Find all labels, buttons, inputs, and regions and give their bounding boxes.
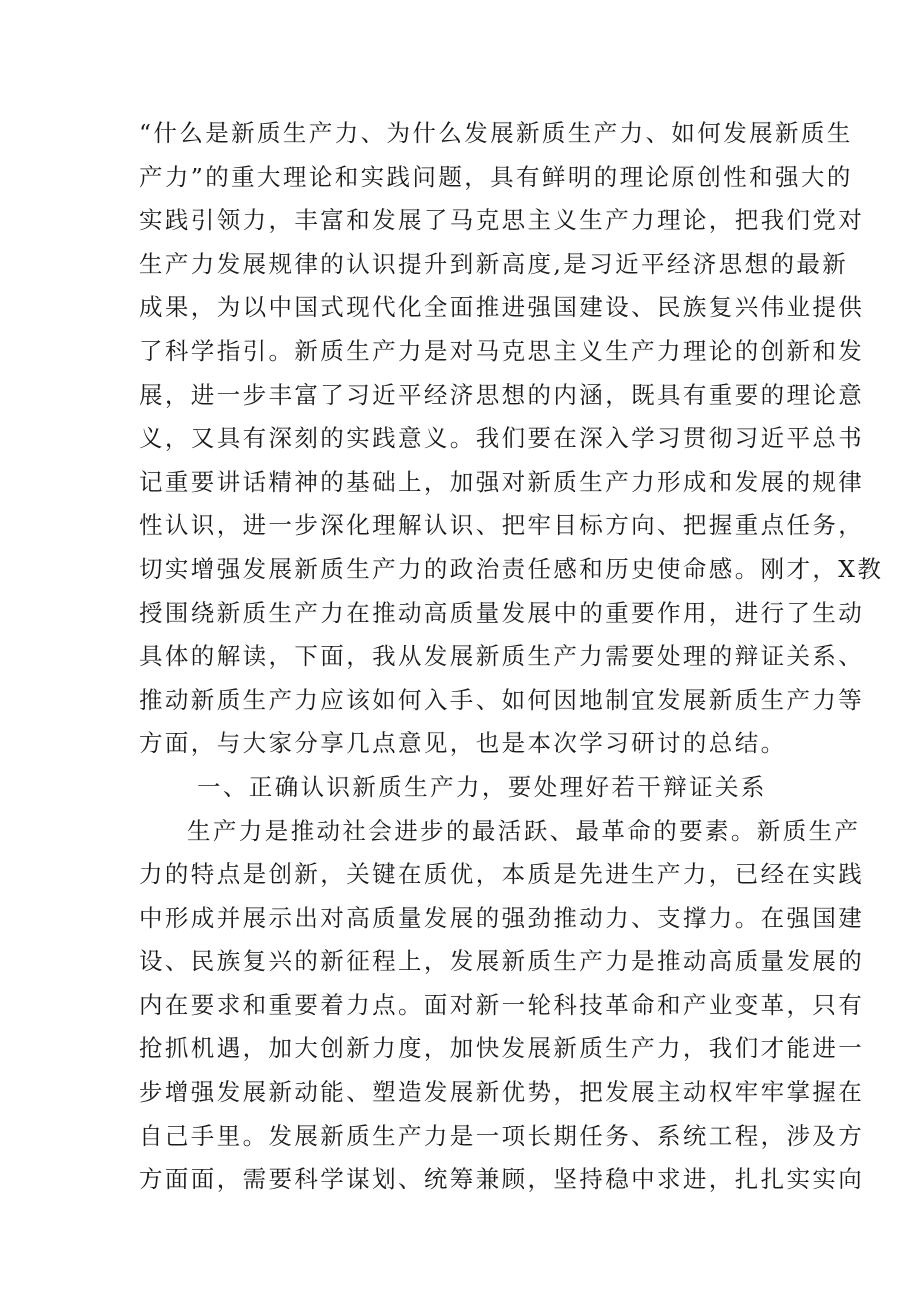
text-line: 抢抓机遇，加大创新力度，加快发展新质生产力，我们才能进一 [139, 1034, 865, 1063]
text-line: 产力”的重大理论和实践问题，具有鲜明的理论原创性和强大的 [139, 162, 853, 191]
text-line: 步增强发展新动能、塑造发展新优势，把发展主动权牢牢掌握在 [139, 1078, 865, 1107]
text-line: 成果，为以中国式现代化全面推进强国建设、民族复兴伟业提供 [139, 293, 865, 322]
text-line: 具体的解读，下面，我从发展新质生产力需要处理的辩证关系、 [139, 642, 865, 671]
text-line: 生产力是推动社会进步的最活跃、最革命的要素。新质生产 [187, 816, 861, 845]
text-line: 了科学指引。新质生产力是对马克思主义生产力理论的创新和发 [139, 336, 865, 365]
text-line: 自己手里。发展新质生产力是一项长期任务、系统工程，涉及方 [139, 1121, 865, 1150]
text-line: 中形成并展示出对高质量发展的强劲推动力、支撑力。在强国建 [139, 903, 865, 932]
text-line: 推动新质生产力应该如何入手、如何因地制宜发展新质生产力等 [139, 685, 865, 714]
text-line: 展，进一步丰富了习近平经济思想的内涵，既具有重要的理论意 [139, 380, 865, 409]
text-line: 授围绕新质生产力在推动高质量发展中的重要作用，进行了生动 [139, 598, 865, 627]
text-line: 内在要求和重要着力点。面对新一轮科技革命和产业变革，只有 [139, 990, 865, 1019]
text-line: 方面，与大家分享几点意见，也是本次学习研讨的总结。 [139, 729, 787, 758]
paragraph-1 [139, 112, 884, 766]
text-line: 切实增强发展新质生产力的政治责任感和历史使命感。刚才，X教 [139, 554, 884, 583]
paragraph-2 [139, 810, 865, 1202]
section-heading: 一、正确认识新质生产力，要处理好若干辩证关系 [197, 772, 767, 801]
text-line: 义，又具有深刻的实践意义。我们要在深入学习贯彻习近平总书 [139, 424, 865, 453]
document-body [139, 112, 884, 1202]
text-line: 生产力发展规律的认识提升到新高度,是习近平经济思想的最新 [139, 249, 849, 278]
text-line: 实践引领力，丰富和发展了马克思主义生产力理论，把我们党对 [139, 206, 865, 235]
text-line: 记重要讲话精神的基础上，加强对新质生产力形成和发展的规律 [139, 467, 865, 496]
text-line: “什么是新质生产力、为什么发展新质生产力、如何发展新质生 [139, 119, 853, 147]
text-line: 方面面，需要科学谋划、统筹兼顾，坚持稳中求进，扎扎实实向 [139, 1165, 865, 1194]
text-line: 性认识，进一步深化理解认识、把牢目标方向、把握重点任务， [139, 511, 865, 540]
text-line: 力的特点是创新，关键在质优，本质是先进生产力，已经在实践 [139, 860, 865, 889]
text-line: 设、民族复兴的新征程上，发展新质生产力是推动高质量发展的 [139, 947, 865, 976]
